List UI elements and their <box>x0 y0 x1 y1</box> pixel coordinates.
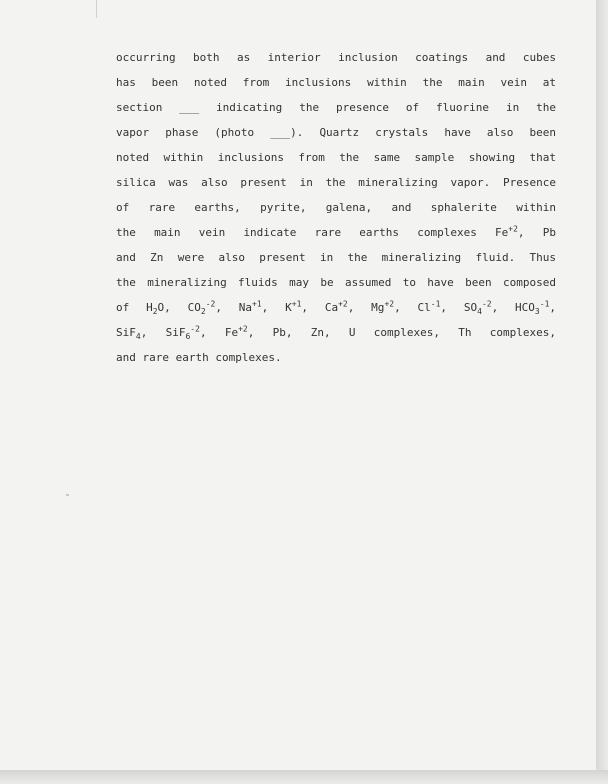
text-line: SiF$_4$, SiF$_6^{-2}$, $Fe^{+2}$, Pb, Zn, U complexes, Th complexes, <box>116 324 556 342</box>
text-line: section ___ indicating the presence of fluorine in the <box>116 101 556 114</box>
text-line: silica was also present in the mineralizing vapor. Presence <box>116 176 556 189</box>
page-edge-mark <box>96 0 97 18</box>
text-line: and rare earth complexes. <box>116 351 282 364</box>
text-line: has been noted from inclusions within the main vein at <box>116 76 556 89</box>
text-line: occurring both as interior inclusion coatings and cubes <box>116 51 556 64</box>
text-line: the mineralizing fluids may be assumed to have been composed <box>116 276 556 289</box>
text-line: of rare earths, pyrite, galena, and sphalerite within <box>116 201 556 214</box>
text-line: noted within inclusions from the same sample showing that <box>116 151 556 164</box>
text-line: of $H_2O$, $CO_2^{-2}$, $Na^{+1}$, $K^{+1}$, $Ca^{+2}$, $Mg^{+2}$, $Cl^{-1}$, $SO_4^{-2}$, $HCO_3^{-1}$, <box>116 299 557 317</box>
scan-edge-right <box>596 0 608 784</box>
text-line: vapor phase (photo ___). Quartz crystals have also been <box>116 126 556 139</box>
body-text <box>116 45 556 370</box>
text-line: and Zn were also present in the mineralizing fluid. Thus <box>116 251 556 264</box>
text-line: the main vein indicate rare earths complexes $Fe^{+2}$, Pb <box>116 224 556 239</box>
paper-speck <box>66 494 69 496</box>
scan-edge-bottom <box>0 770 608 784</box>
